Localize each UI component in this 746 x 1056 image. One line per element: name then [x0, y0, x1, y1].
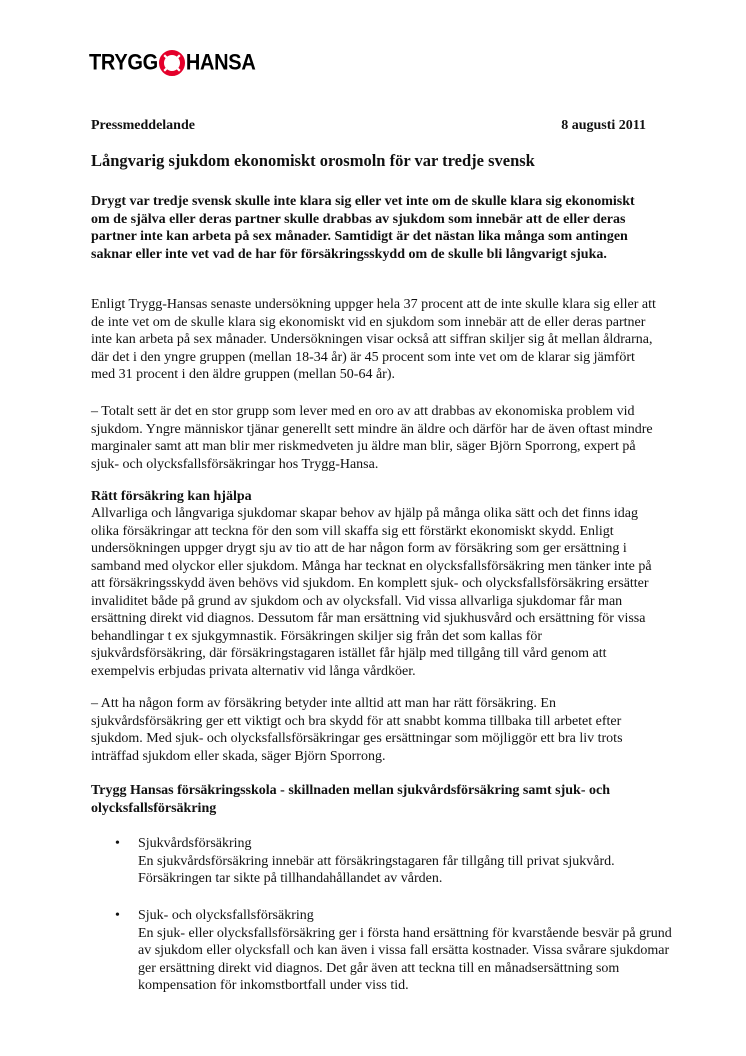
body-paragraph-1: Enligt Trygg-Hansas senaste undersökning uppger hela 37 procent att de inte skulle klara sig eller att de inte vet om de skulle klara sig ekonomiskt vid en sjukdom som innebär att de eller deras partner inte kan arbeta på sex månader. Undersökningen visar också att siffran skiljer sig åt mellan åldrarna, där det i den yngre gruppen (mellan 18-34 år) är 45 procent som inte vet om de klarar sig jämfört med 31 procent i den äldre gruppen (mellan 50-64 år). [91, 297, 656, 382]
logo-text-left: TRYGG [89, 50, 158, 76]
document-meta [91, 118, 646, 134]
body-paragraph-3: Allvarliga och långvariga sjukdomar skapar behov av hjälp på många olika sätt och det finns idag olika försäkringar att teckna för den som vill skaffa sig ett förstärkt ekonomiskt skydd. Enligt undersökningen uppger drygt sju av tio att de har någon form av försäkring som ger ersättning i samband med olyckor eller sjukdom. Många har tecknat en olycksfallsförsäkring men tänker inte på att försäkringsskydd även behövs vid sjukdom. En komplett sjuk- och olycksfallsförsäkring ersätter invaliditet både på grund av sjukdom och av olycksfall. Vid vissa allvarliga sjukdomar får man ersättning direkt vid diagnos. Dessutom får man ersättning vid sjukhusvård och ersättning för vissa behandlingar t ex sjukgymnastik. Försäkringen skiljer sig från det som kallas för sjukvårdsförsäkring, där försäkringstagaren istället får hjälp med tillgång till vård genom att exempelvis erbjudas privata alternativ vid långa vårdköer. [91, 506, 652, 679]
document-label: Pressmeddelande [91, 118, 195, 133]
list-item-text: En sjuk- eller olycksfallsförsäkring ger i första hand ersättning för kvarstående besvär på grund av sjukdom eller olycksfall och kan även i vissa fall ersätta kostnader. Vissa svårare sjukdomar ger ersättning direkt vid diagnos. Det går även att teckna till en månadsersättning som kompensation för inkomstbortfall under viss tid. [138, 925, 672, 993]
lead-paragraph: Drygt var tredje svensk skulle inte klara sig eller vet inte om de skulle klara sig ekonomiskt om de själva eller deras partner skulle drabbas av sjukdom som innebär att de eller deras partner inte kan arbeta på sex månader. Samtidigt är det nästan lika många som antingen saknar eller inte vet vad de har för försäkringsskydd om de skulle bli långvarigt sjuka. [91, 194, 635, 262]
trygg-hansa-logo [89, 50, 256, 76]
logo-text-right: HANSA [185, 50, 256, 76]
document-date: 8 augusti 2011 [561, 118, 646, 133]
lifebuoy-icon [159, 50, 185, 76]
body-paragraph-2: – Totalt sett är det en stor grupp som lever med en oro av att drabbas av ekonomiska problem vid sjukdom. Yngre människor tjänar generellt sett mindre än äldre och därför har de även oftast mindre marginaler samt att man blir mer riskmedveten ju äldre man blir, säger Björn Sporrong, expert på sjuk- och olycksfallsförsäkringar hos Trygg-Hansa. [91, 404, 653, 472]
list-item-title: Sjukvårdsförsäkring [138, 836, 252, 851]
list-item-title: Sjuk- och olycksfallsförsäkring [138, 908, 314, 923]
bullet-marker: • [115, 908, 120, 923]
body-paragraph-4: – Att ha någon form av försäkring betyder inte alltid att man har rätt försäkring. En sjukvårdsförsäkring ger ett viktigt och bra skydd för att snabbt komma tillbaka till arbetet efter sjukdom. Med sjuk- och olycksfallsförsäkringar ges ersättningar som möjliggör ett bra liv trots inträffad sjukdom eller skada, säger Björn Sporrong. [91, 696, 623, 764]
section-heading-right-insurance: Rätt försäkring kan hjälpa [91, 489, 252, 504]
list-item-text: En sjukvårdsförsäkring innebär att försäkringstagaren får tillgång till privat sjukvård. Försäkringen tar sikte på tillhandahållandet av vården. [138, 853, 615, 886]
section-heading-insurance-school: Trygg Hansas försäkringsskola - skillnaden mellan sjukvårdsförsäkring samt sjuk- och olycksfallsförsäkring [91, 783, 610, 816]
page-title: Långvarig sjukdom ekonomiskt orosmoln för var tredje svensk [91, 151, 535, 170]
bullet-marker: • [115, 836, 120, 851]
